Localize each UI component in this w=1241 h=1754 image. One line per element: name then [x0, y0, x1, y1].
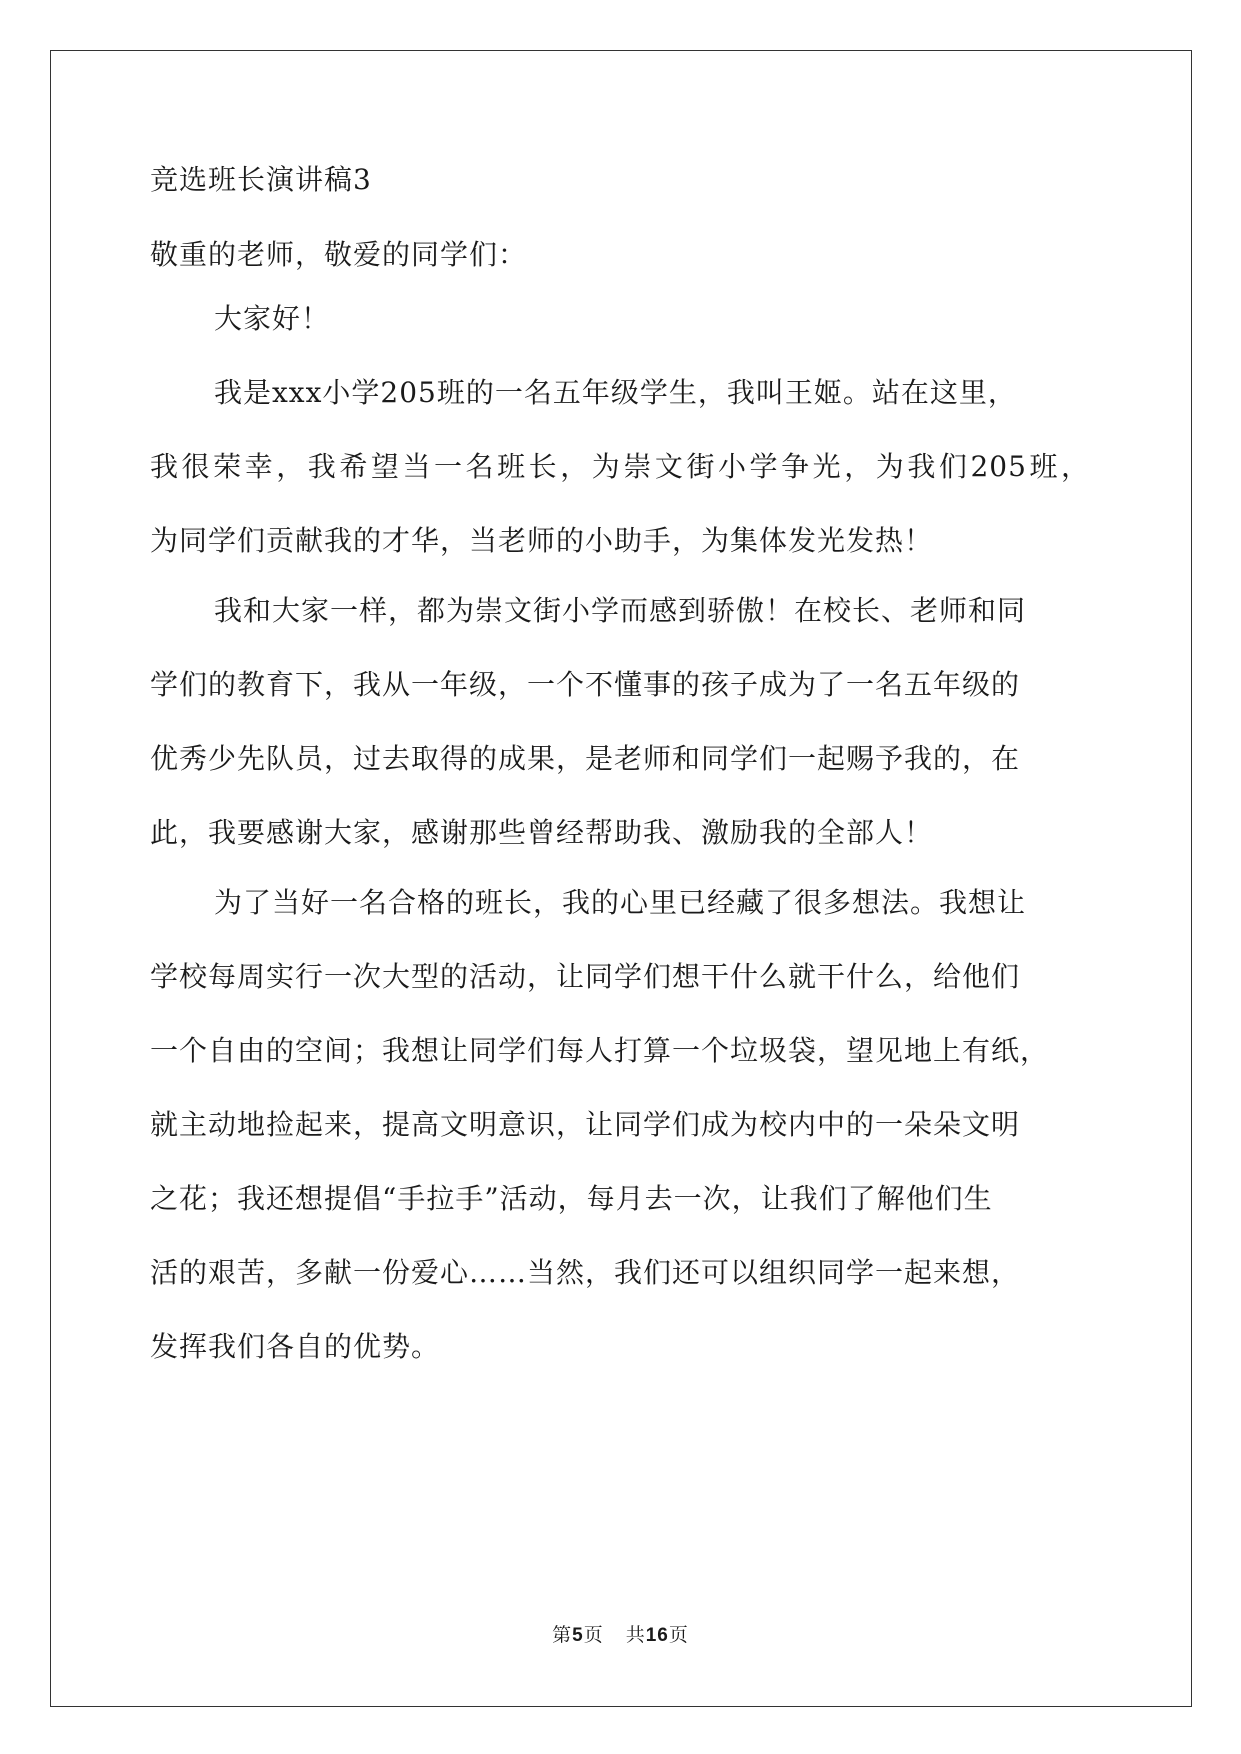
paragraph-line: 为同学们贡献我的才华，当老师的小助手，为集体发光发热！	[150, 524, 934, 557]
salutation: 敬重的老师，敬爱的同学们：	[150, 238, 528, 271]
page-number-footer	[0, 1620, 1241, 1647]
paragraph-line: 为了当好一名合格的班长，我的心里已经藏了很多想法。我想让	[214, 886, 1027, 919]
current-page-number: 5	[572, 1625, 584, 1646]
paragraph-line: 我很荣幸，我希望当一名班长，为崇文街小学争光，为我们205班，	[150, 450, 1090, 483]
paragraph-line: 学校每周实行一次大型的活动，让同学们想干什么就干什么，给他们	[150, 960, 1021, 993]
paragraph-line: 此，我要感谢大家，感谢那些曾经帮助我、激励我的全部人！	[150, 816, 934, 849]
total-prefix: 共	[625, 1624, 646, 1646]
paragraph-line: 学们的教育下，我从一年级，一个不懂事的孩子成为了一名五年级的	[150, 668, 1021, 701]
total-page-count: 16	[645, 1625, 669, 1646]
page-border	[50, 50, 1192, 1707]
paragraph-line: 我是xxx小学205班的一名五年级学生，我叫王姬。站在这里，	[214, 376, 1017, 409]
paragraph-line: 大家好！	[214, 302, 331, 335]
paragraph-line: 优秀少先队员，过去取得的成果，是老师和同学们一起赐予我的，在	[150, 742, 1021, 775]
total-suffix: 页	[668, 1624, 689, 1646]
paragraph-line: 一个自由的空间；我想让同学们每人打算一个垃圾袋，望见地上有纸，	[150, 1034, 1050, 1067]
paragraph-line: 发挥我们各自的优势。	[150, 1330, 441, 1363]
page-suffix: 页	[583, 1624, 604, 1646]
document-title: 竞选班长演讲稿3	[150, 163, 372, 196]
paragraph-line: 我和大家一样，都为崇文街小学而感到骄傲！在校长、老师和同	[214, 594, 1027, 627]
paragraph-line: 就主动地捡起来，提高文明意识，让同学们成为校内中的一朵朵文明	[150, 1108, 1021, 1141]
paragraph-line: 之花；我还想提倡“手拉手”活动，每月去一次，让我们了解他们生	[150, 1182, 993, 1215]
paragraph-line: 活的艰苦，多献一份爱心……当然，我们还可以组织同学一起来想，	[150, 1256, 1021, 1289]
page-prefix: 第	[552, 1624, 573, 1646]
